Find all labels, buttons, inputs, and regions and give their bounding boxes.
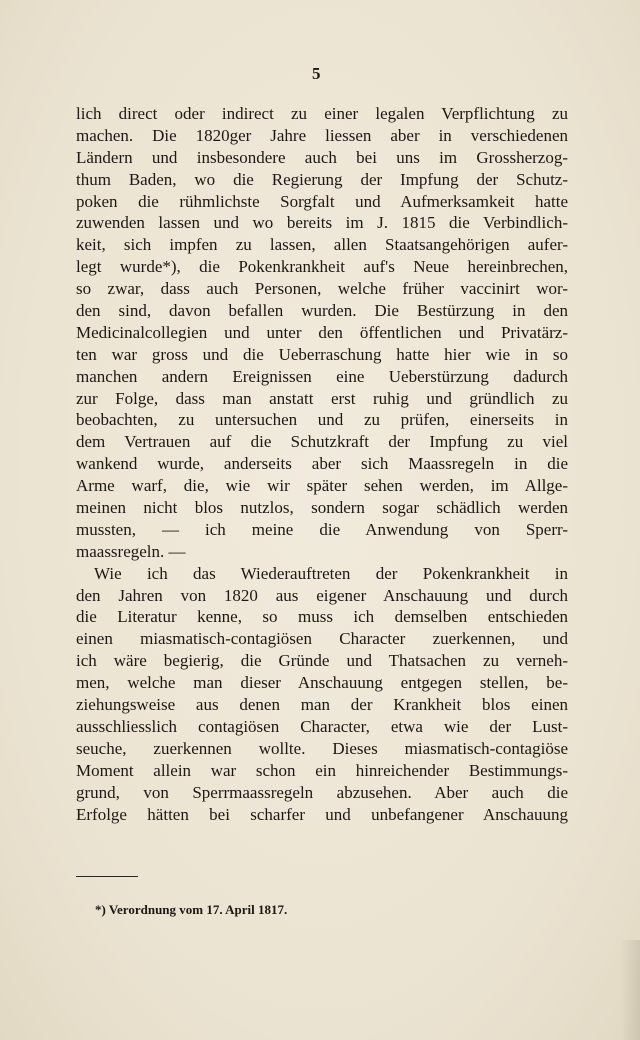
text-line: Ländern und insbesondere auch bei uns im Grossherzog- — [76, 147, 568, 167]
text-line: ziehungsweise aus denen man der Krankheit blos einen — [76, 695, 568, 715]
text-line: beobachten, zu untersuchen und zu prüfen, einerseits in — [76, 410, 568, 430]
text-line: wankend wurde, anderseits aber sich Maassregeln in die — [76, 454, 568, 474]
text-line: meinen nicht blos nutzlos, sondern sogar schädlich werden — [76, 498, 568, 518]
text-line: men, welche man dieser Anschauung entgegen stellen, be- — [76, 673, 568, 693]
text-line: Medicinalcollegien und unter den öffentlichen und Privatärz- — [76, 322, 568, 342]
text-line: thum Baden, wo die Regierung der Impfung der Schutz- — [76, 169, 568, 189]
footnote: *) Verordnung vom 17. April 1817. — [95, 902, 288, 917]
text-line: zur Folge, dass man anstatt erst ruhig und gründlich zu — [76, 388, 568, 408]
text-line: manchen andern Ereignissen eine Ueberstürzung dadurch — [76, 366, 568, 386]
text-line: lich direct oder indirect zu einer legalen Verpflichtung zu — [76, 104, 568, 123]
text-line: Arme warf, die, wie wir später sehen werden, im Allge- — [76, 476, 568, 496]
text-line: ten war gross und die Ueberraschung hatte hier wie in so — [76, 344, 568, 364]
text-line: einen miasmatisch-contagiösen Character zuerkennen, und — [76, 629, 568, 649]
text-line: dem Vertrauen auf die Schutzkraft der Impfung zu viel — [76, 432, 568, 452]
text-line: so zwar, dass auch Personen, welche früher vaccinirt wor- — [76, 279, 568, 299]
text-line: den Jahren von 1820 aus eigener Anschauung und durch — [76, 585, 568, 605]
text-line: Erfolge hätten bei scharfer und unbefangener Anschauung — [76, 804, 568, 824]
text-line: legt wurde*), die Pokenkrankheit auf's Neue hereinbrechen, — [76, 257, 568, 277]
text-line-paragraph-start: Wie ich das Wiederauftreten der Pokenkrankheit in — [94, 563, 568, 583]
text-line: grund, von Sperrmaassregeln abzusehen. Aber auch die — [76, 782, 568, 802]
page-edge-shadow — [620, 940, 640, 1040]
text-line: ausschliesslich contagiösen Character, etwa wie der Lust- — [76, 716, 568, 736]
text-line: machen. Die 1820ger Jahre liessen aber in verschiedenen — [76, 125, 568, 145]
text-line-paragraph-end: maassregeln. — — [76, 541, 186, 561]
text-line: keit, sich impfen zu lassen, allen Staatsangehörigen aufer- — [76, 235, 568, 255]
text-line: poken die rühmlichste Sorgfalt und Aufmerksamkeit hatte — [76, 191, 568, 211]
footnote-divider — [76, 876, 138, 877]
body-text — [76, 103, 568, 825]
text-line: seuche, zuerkennen wollte. Dieses miasmatisch-contagiöse — [76, 738, 568, 758]
text-line: ich wäre begierig, die Gründe und Thatsachen zu verneh- — [76, 651, 568, 671]
text-line: mussten, — ich meine die Anwendung von Sperr- — [76, 519, 568, 539]
page-number: 5 — [312, 64, 321, 83]
text-line: den sind, davon befallen wurden. Die Bestürzung in den — [76, 301, 568, 321]
text-line: Moment allein war schon ein hinreichender Bestimmungs- — [76, 760, 568, 780]
text-line: die Literatur kenne, so muss ich demselben entschieden — [76, 607, 568, 627]
text-line: zuwenden lassen und wo bereits im J. 1815 die Verbindlich- — [76, 213, 568, 233]
